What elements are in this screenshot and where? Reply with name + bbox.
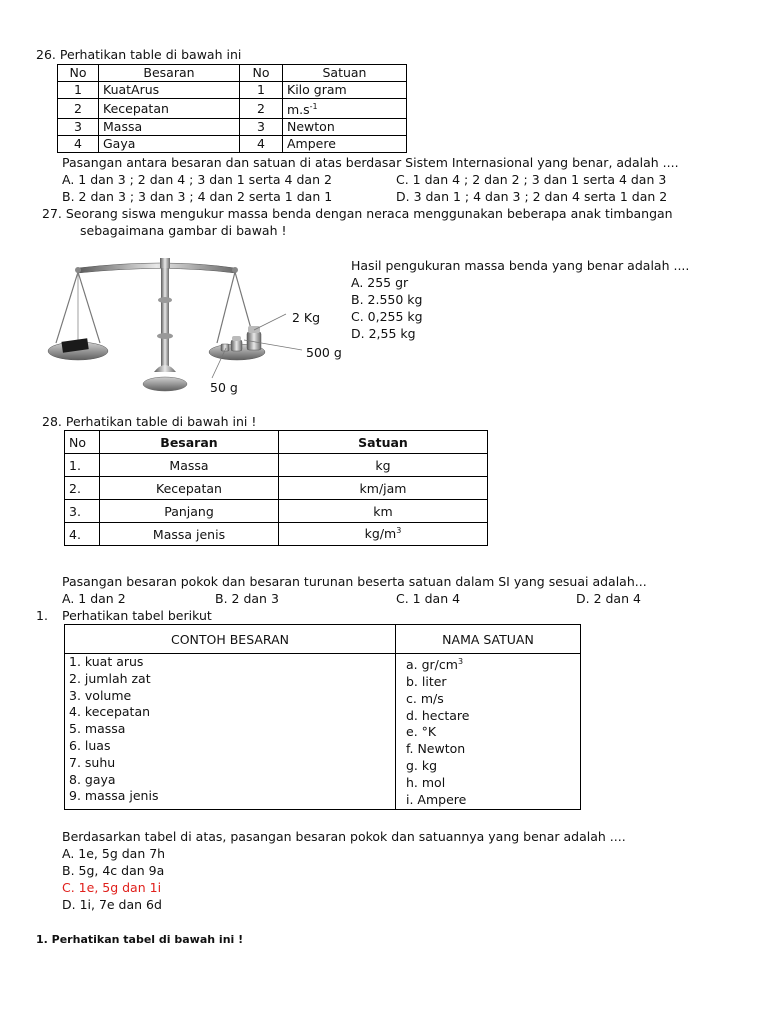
q26-option-c: C. 1 dan 4 ; 2 dan 2 ; 3 dan 1 serta 4 dan 3 xyxy=(396,172,667,187)
next-question-prompt: 1. Perhatikan tabel di bawah ini ! xyxy=(36,933,244,946)
cell: 2. xyxy=(65,477,100,500)
q26-question: Pasangan antara besaran dan satuan di atas berdasar Sistem Internasional yang benar, adalah .... xyxy=(62,155,679,170)
table-row xyxy=(58,119,407,136)
cell: kg xyxy=(279,454,488,477)
cell: 2 xyxy=(240,99,283,119)
cell: 4 xyxy=(240,136,283,153)
cell: 2 xyxy=(58,99,99,119)
q27-option-d: D. 2,55 kg xyxy=(351,326,416,341)
q28-option-a: A. 1 dan 2 xyxy=(62,591,126,606)
q28-option-b: B. 2 dan 3 xyxy=(215,591,279,606)
list-item xyxy=(406,654,576,674)
unit-text: a. gr/cm xyxy=(406,657,458,673)
q27-option-c: C. 0,255 kg xyxy=(351,309,423,324)
q26-header-no2: No xyxy=(240,65,283,82)
q28-header-satuan: Satuan xyxy=(279,431,488,454)
list-item: 8. gaya xyxy=(69,771,116,787)
q28-table xyxy=(64,430,488,546)
q1-option-b: B. 5g, 4c dan 9a xyxy=(62,863,165,878)
q1-option-d: D. 1i, 7e dan 6d xyxy=(62,897,162,912)
cell: Kecepatan xyxy=(100,477,279,500)
cell: Gaya xyxy=(99,136,240,153)
list-item: i. Ampere xyxy=(406,791,467,807)
q27-prompt-line2: sebagaimana gambar di bawah ! xyxy=(80,223,287,238)
q1-option-c-highlighted: C. 1e, 5g dan 1i xyxy=(62,880,162,895)
q1-prompt: Perhatikan tabel berikut xyxy=(62,608,212,623)
q26-option-b: B. 2 dan 3 ; 3 dan 3 ; 4 dan 2 serta 1 dan 1 xyxy=(62,189,333,204)
cell: 4 xyxy=(58,136,99,153)
q28-option-c: C. 1 dan 4 xyxy=(396,591,461,606)
cell: Massa xyxy=(99,119,240,136)
q1-table xyxy=(64,624,581,810)
q27-prompt-line1: 27. Seorang siswa mengukur massa benda dengan neraca menggunakan beberapa anak timbangan xyxy=(42,206,673,221)
list-item: h. mol xyxy=(406,774,446,790)
q26-header-satuan: Satuan xyxy=(283,65,407,82)
q1-header-contoh: CONTOH BESARAN xyxy=(65,625,396,654)
list-item: d. hectare xyxy=(406,707,470,723)
cell: 4. xyxy=(65,523,100,546)
q1-number: 1. xyxy=(36,608,48,623)
cell: 1 xyxy=(240,82,283,99)
q28-header-no: No xyxy=(65,431,100,454)
cell: 3 xyxy=(58,119,99,136)
q1-question: Berdasarkan tabel di atas, pasangan besaran pokok dan satuannya yang benar adalah .... xyxy=(62,829,626,844)
unit-sup: 3 xyxy=(457,657,464,666)
table-row xyxy=(65,500,488,523)
list-item: 9. massa jenis xyxy=(69,788,159,804)
q27-option-a: A. 255 gr xyxy=(351,275,409,290)
table-row xyxy=(58,82,407,99)
scale-pillar xyxy=(143,258,187,391)
cell xyxy=(283,99,407,119)
left-pan xyxy=(48,272,108,360)
list-item: f. Newton xyxy=(406,741,466,757)
list-item: 2. jumlah zat xyxy=(69,670,151,686)
unit-sup: 3 xyxy=(396,526,402,536)
list-item: 7. suhu xyxy=(69,754,116,770)
balance-scale-figure xyxy=(40,240,350,410)
cell: 1 xyxy=(58,82,99,99)
q26-option-d: D. 3 dan 1 ; 4 dan 3 ; 2 dan 4 serta 1 dan 2 xyxy=(396,189,668,204)
list-item: 4. kecepatan xyxy=(69,704,151,720)
table-row xyxy=(58,99,407,119)
table-row xyxy=(65,523,488,546)
cell: 1. xyxy=(65,454,100,477)
q27-question: Hasil pengukuran massa benda yang benar adalah .... xyxy=(351,258,690,273)
list-item: 5. massa xyxy=(69,721,126,737)
table-row xyxy=(65,477,488,500)
cell: Ampere xyxy=(283,136,407,153)
scale-beam xyxy=(75,263,238,273)
q27-option-b: B. 2.550 kg xyxy=(351,292,423,307)
q26-option-a: A. 1 dan 3 ; 2 dan 4 ; 3 dan 1 serta 4 dan 2 xyxy=(62,172,332,187)
q1-header-nama: NAMA SATUAN xyxy=(396,625,581,654)
cell: km xyxy=(279,500,488,523)
q28-header-besaran: Besaran xyxy=(100,431,279,454)
label-2kg: 2 Kg xyxy=(292,310,321,325)
cell: KuatArus xyxy=(99,82,240,99)
cell: Newton xyxy=(283,119,407,136)
q26-header-besaran: Besaran xyxy=(99,65,240,82)
q1-right-list xyxy=(396,654,581,810)
list-item: e. °K xyxy=(406,724,437,740)
q28-prompt: 28. Perhatikan table di bawah ini ! xyxy=(42,414,257,429)
table-row xyxy=(65,454,488,477)
q26-table xyxy=(57,64,407,153)
right-pan xyxy=(209,272,265,360)
list-item: 3. volume xyxy=(69,687,132,703)
cell: Kecepatan xyxy=(99,99,240,119)
cell: km/jam xyxy=(279,477,488,500)
q1-option-a: A. 1e, 5g dan 7h xyxy=(62,846,166,861)
cell: 3. xyxy=(65,500,100,523)
cell: Kilo gram xyxy=(283,82,407,99)
list-item: 6. luas xyxy=(69,737,111,753)
q28-option-d: D. 2 dan 4 xyxy=(576,591,641,606)
cell: Massa xyxy=(100,454,279,477)
list-item: 1. kuat arus xyxy=(69,654,144,669)
table-row xyxy=(58,136,407,153)
list-item: b. liter xyxy=(406,673,447,689)
cell: 3 xyxy=(240,119,283,136)
q26-prompt: 26. Perhatikan table di bawah ini xyxy=(36,47,242,62)
unit-text: kg/m xyxy=(364,526,397,542)
q28-question: Pasangan besaran pokok dan besaran turunan beserta satuan dalam SI yang sesuai adalah... xyxy=(62,574,647,589)
unit-text: m.s xyxy=(287,102,310,118)
q26-header-no: No xyxy=(58,65,99,82)
cell: Massa jenis xyxy=(100,523,279,546)
cell: Panjang xyxy=(100,500,279,523)
label-500g: 500 g xyxy=(306,345,342,360)
q1-left-list xyxy=(65,654,396,810)
list-item: g. kg xyxy=(406,757,438,773)
unit-sup: -1 xyxy=(309,102,318,111)
cell xyxy=(279,523,488,546)
list-item: c. m/s xyxy=(406,690,444,706)
label-50g: 50 g xyxy=(210,380,238,395)
